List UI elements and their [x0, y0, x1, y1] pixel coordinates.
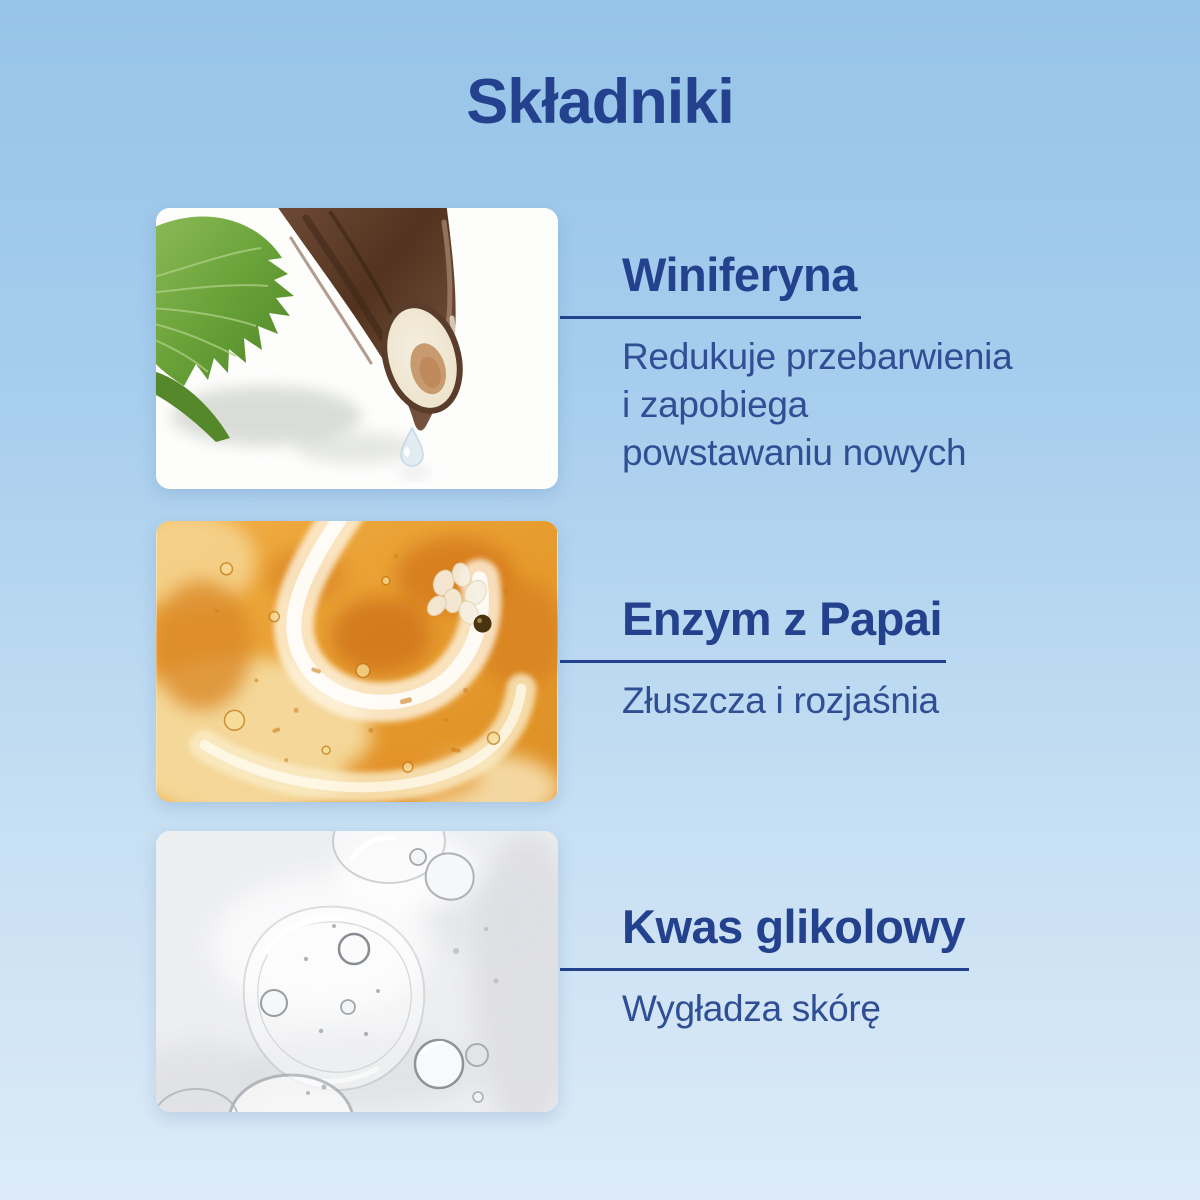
page-title: Składniki	[466, 67, 734, 137]
ingredient-text-block	[560, 898, 1080, 1033]
description-line: Złuszcza i rozjaśnia	[622, 680, 939, 721]
ingredient-heading: Enzym z Papai	[560, 590, 946, 663]
central-gel-blob	[244, 907, 425, 1091]
description-line: i zapobiega	[622, 384, 808, 425]
description-line: Redukuje przebarwienia	[622, 336, 1013, 377]
ingredient-heading: Kwas glikolowy	[560, 898, 969, 971]
ingredient-description	[622, 985, 1080, 1033]
ingredient-row-enzym-z-papai	[156, 521, 1106, 803]
glycolic-acid-gel-photo	[156, 831, 558, 1112]
papaya-enzyme-gel-photo	[156, 521, 558, 802]
ingredient-description	[622, 333, 1080, 477]
description-line: powstawaniu nowych	[622, 432, 967, 473]
ingredient-heading: Winiferyna	[560, 246, 861, 319]
ingredient-row-winiferyna	[156, 208, 1106, 490]
ingredient-description	[622, 677, 1080, 725]
vine-root-with-leaf-photo	[156, 208, 558, 489]
ingredient-image-card	[156, 208, 558, 489]
description-line: Wygładza skórę	[622, 988, 881, 1029]
ingredient-text-block	[560, 590, 1080, 725]
ingredient-image-card	[156, 521, 558, 802]
ingredient-image-card	[156, 831, 558, 1112]
ingredient-text-block	[560, 246, 1080, 477]
ingredient-row-kwas-glikolowy	[156, 831, 1106, 1113]
